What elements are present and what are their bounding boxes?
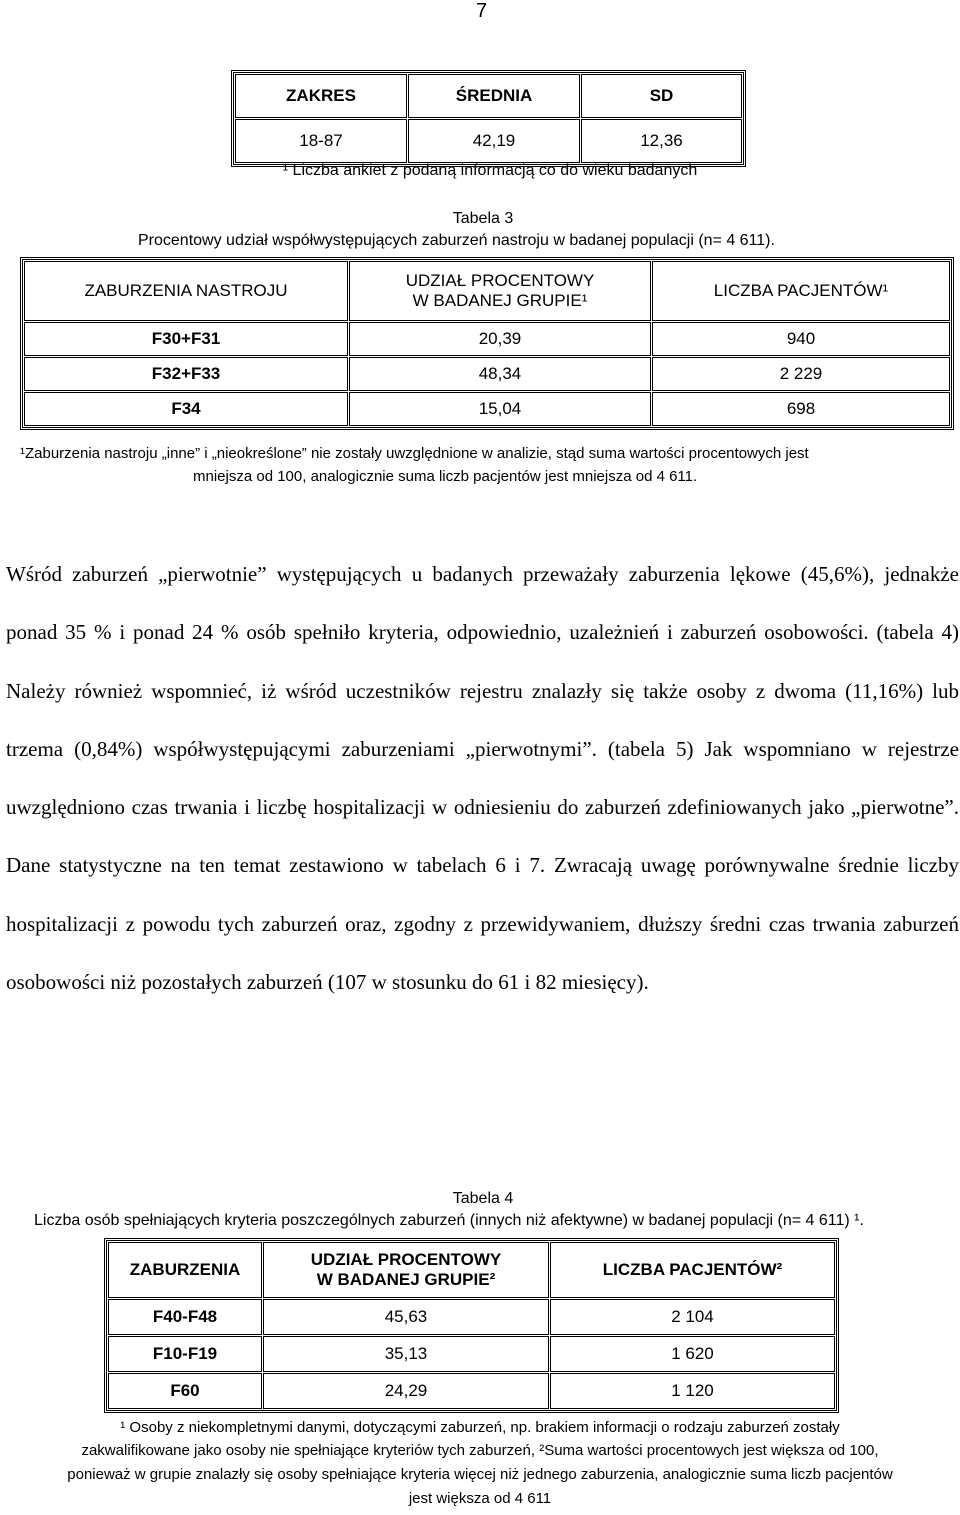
table-cell: 18-87 [235,119,407,163]
table4-footnote-line: zakwalifikowane jako osoby nie spełniające kryteriów tych zaburzeń, ²Suma wartości procentowych jest większa od 100, [81,1442,879,1459]
table3-footnote-line: mniejsza od 100, analogicznie suma liczb pacjentów jest mniejsza od 4 611. [193,468,698,485]
header-cell: ZAKRES [235,74,407,118]
table-cell: 698 [652,392,950,426]
age-table-footnote: ¹ Liczba ankiet z podaną informacją co do wieku badanych [282,162,698,179]
table-header-row [108,1242,835,1298]
table-cell: 42,19 [408,119,580,163]
header-cell: ZABURZENIA [108,1242,262,1298]
table-header-row [235,74,742,118]
header-cell: LICZBA PACJENTÓW¹ [652,261,950,321]
header-cell: SD [581,74,742,118]
table4 [104,1238,839,1413]
table4-footnote-line: ¹ Osoby z niekompletnymi danymi, dotyczącymi zaburzeń, np. brakiem informacji o rodzaju zaburzeń zostały [120,1419,840,1436]
header-cell: ZABURZENIA NASTROJU [24,261,348,321]
table4-footnote-line: ponieważ w grupie znalazły się osoby spełniające kryteria więcej niż jednego zaburzenia, analogicznie suma liczb pacjentów [67,1466,893,1483]
table-row [108,1299,835,1335]
table-cell: 48,34 [349,357,651,391]
table3-title: Tabela 3 [452,210,514,227]
table-cell: 1 120 [550,1373,835,1409]
table-cell: 2 104 [550,1299,835,1335]
table4-footnote-line: jest większa od 4 611 [408,1490,552,1507]
table-cell: 20,39 [349,322,651,356]
table-cell: F60 [108,1373,262,1409]
table-cell: F30+F31 [24,322,348,356]
header-line: W BADANEJ GRUPIE¹ [412,291,588,310]
header-line: UDZIAŁ PROCENTOWY [310,1250,502,1269]
table-cell: 2 229 [652,357,950,391]
table3-footnote-line: ¹Zaburzenia nastroju „inne” i „nieokreślone” nie zostały uwzględnione w analizie, stąd suma wartości procentowych jest [20,445,809,462]
table-row [24,322,950,356]
age-table [231,70,746,167]
table-cell: F32+F33 [24,357,348,391]
table3-caption: Procentowy udział współwystępujących zaburzeń nastroju w badanej populacji (n= 4 611). [138,232,775,249]
table4-title: Tabela 4 [452,1190,514,1207]
header-line: W BADANEJ GRUPIE² [316,1270,496,1289]
table-cell: 1 620 [550,1336,835,1372]
table-cell: 35,13 [263,1336,549,1372]
header-cell: LICZBA PACJENTÓW² [550,1242,835,1298]
table4-caption: Liczba osób spełniających kryteria poszczególnych zaburzeń (innych niż afektywne) w badanej populacji (n= 4 611) ¹. [34,1212,864,1229]
table-cell: 940 [652,322,950,356]
header-line: UDZIAŁ PROCENTOWY [405,271,595,290]
table-row [235,119,742,163]
body-paragraph: Wśród zaburzeń „pierwotnie” występujących u badanych przeważały zaburzenia lękowe (45,6%), jednakże ponad 35 % i ponad 24 % osób spełniło kryteria, odpowiednio, uzależnień i zaburzeń osobowości. (tabela 4) Należy również wspomnieć, iż wśród uczestników rejestru znalazły się także osoby z dwoma (11,16%) lub trzema (0,84%) współwystępującymi zaburzeniami „pierwotnymi”. (tabela 5) Jak wspomniano w rejestrze uwzględniono czas trwania i liczbę hospitalizacji w odniesieniu do zaburzeń zdefiniowanych jako „pierwotne”. Dane statystyczne na ten temat zestawiono w tabelach 6 i 7. Zwracają uwagę porównywalne średnie liczby hospitalizacji z powodu tych zaburzeń oraz, zgodny z przewidywaniem, dłuższy średni czas trwania zaburzeń osobowości niż pozostałych zaburzeń (107 w stosunku do 61 i 82 miesięcy). [6,562,959,995]
table-row [108,1336,835,1372]
table-cell: 15,04 [349,392,651,426]
header-cell [263,1242,549,1298]
table-cell: F34 [24,392,348,426]
table-row [24,392,950,426]
table-row [24,357,950,391]
table3 [20,257,954,430]
table-header-row [24,261,950,321]
table-cell: F40-F48 [108,1299,262,1335]
table-cell: 45,63 [263,1299,549,1335]
table-cell: 12,36 [581,119,742,163]
header-cell [349,261,651,321]
table-cell: 24,29 [263,1373,549,1409]
table-cell: F10-F19 [108,1336,262,1372]
table-row [108,1373,835,1409]
header-cell: ŚREDNIA [408,74,580,118]
